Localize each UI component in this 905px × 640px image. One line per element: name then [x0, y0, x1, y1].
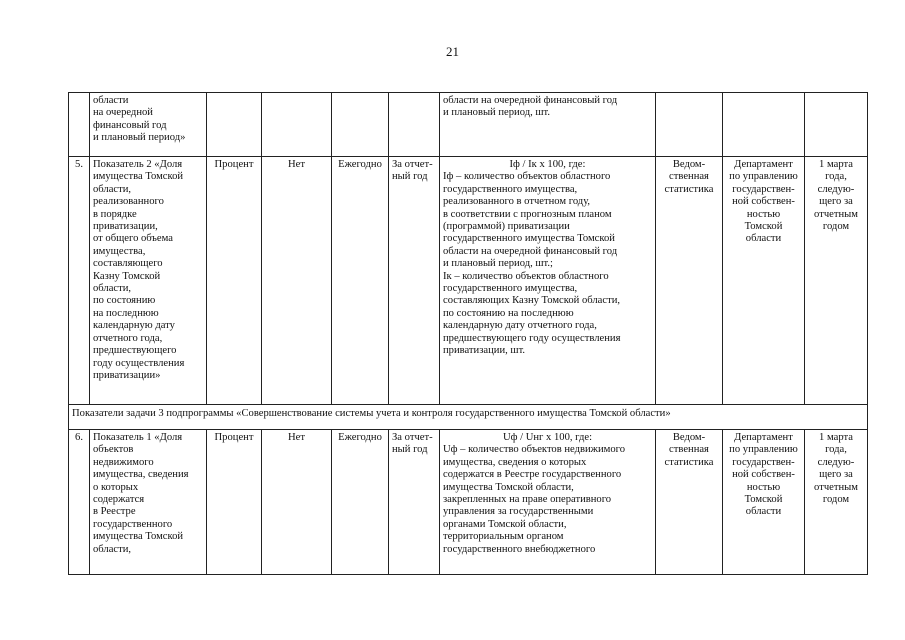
- cell-deadline: 1 марта года, следую- щего за отчетным годом: [805, 157, 868, 405]
- row-number: 6.: [69, 430, 90, 575]
- table-row-section: [69, 405, 868, 430]
- cell-responsible: Департамент по управлению государствен- ной собствен- ностью Томской области: [723, 157, 805, 405]
- cell-indicator-name: области на очередной финансовый год и плановый период»: [90, 93, 207, 157]
- cell-source: Ведом- ственная статистика: [656, 430, 723, 575]
- cell-formula: области на очередной финансовый год и плановый период, шт.: [440, 93, 656, 157]
- cell-formula: Iф / Iк х 100, где: Iф – количество объектов областного государственного имущества, реализованного в отчетном году, в соответствии с прогнозным планом (программой) приватизации государственного имущества Томской области на очередной финансовый год и плановый период, шт.; Iк – количество объектов областного государственного имущества, составляющих Казну Томской области, по состоянию на последнюю календарную дату отчетного года, предшествующего году осуществления приватизации, шт.: [440, 157, 656, 405]
- cell-col3: [262, 93, 332, 157]
- formula-title: Iф / Iк х 100, где:: [509, 159, 586, 170]
- table-row-continuation: [69, 93, 868, 157]
- page-number: 21: [446, 44, 459, 59]
- cell-periodicity: Ежегодно: [332, 157, 389, 405]
- cell-periodicity: [332, 93, 389, 157]
- cell-deadline: 1 марта года, следую- щего за отчетным годом: [805, 430, 868, 575]
- formula-title: Uф / Uнг х 100, где:: [502, 432, 593, 443]
- cell-period: [389, 93, 440, 157]
- cell-unit: [207, 93, 262, 157]
- cell-indicator-name: Показатель 2 «Доля имущества Томской области, реализованного в порядке приватизации, от общего объема имущества, составляющего Казну Томской области, по состоянию на последнюю календарную дату отчетного года, предшествующего году осуществления приватизации»: [90, 157, 207, 405]
- indicators-table: [68, 92, 868, 575]
- cell-period: За отчет- ный год: [389, 430, 440, 575]
- cell-periodicity: Ежегодно: [332, 430, 389, 575]
- cell-responsible: Департамент по управлению государствен- ной собствен- ностью Томской области: [723, 430, 805, 575]
- row-number: 5.: [69, 157, 90, 405]
- section-title: Показатели задачи 3 подпрограммы «Совершенствование системы учета и контроля государственного имущества Томской области»: [69, 405, 868, 430]
- cell-col3: Нет: [262, 430, 332, 575]
- cell-deadline: [805, 93, 868, 157]
- cell-period: За отчет- ный год: [389, 157, 440, 405]
- cell-source: Ведом- ственная статистика: [656, 157, 723, 405]
- cell-unit: Процент: [207, 157, 262, 405]
- cell-indicator-name: Показатель 1 «Доля объектов недвижимого имущества, сведения о которых содержатся в Реестре государственного имущества Томской области,: [90, 430, 207, 575]
- cell-col3: Нет: [262, 157, 332, 405]
- table-row-6: [69, 430, 868, 575]
- table-row-5: [69, 157, 868, 405]
- cell-formula: Uф / Uнг х 100, где: Uф – количество объектов недвижимого имущества, сведения о которых содержатся в Реестре государственного имущества Томской области, закрепленных на праве оперативного управления за государственными органами Томской области, территориальным органом государственного внебюджетного: [440, 430, 656, 575]
- cell-responsible: [723, 93, 805, 157]
- cell-num: [69, 93, 90, 157]
- cell-unit: Процент: [207, 430, 262, 575]
- cell-source: [656, 93, 723, 157]
